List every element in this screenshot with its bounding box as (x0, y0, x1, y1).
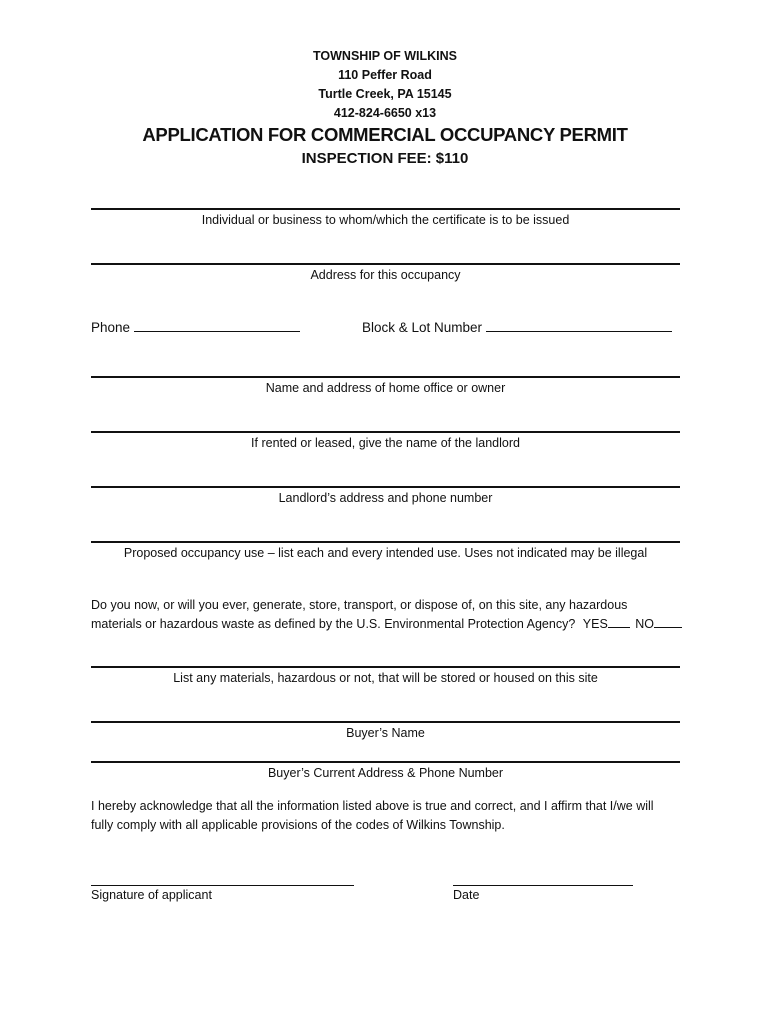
applicant-signature-label: Signature of applicant (91, 888, 212, 902)
applicant-signature-line[interactable] (91, 885, 354, 886)
buyer-address-caption: Buyer’s Current Address & Phone Number (267, 766, 504, 780)
township-header (0, 47, 770, 123)
block-lot-field (362, 319, 672, 335)
address-input-line[interactable] (91, 263, 680, 265)
hazard-question-text: materials or hazardous waste as defined by the U.S. Environmental Protection Agency? (91, 617, 576, 631)
block-lot-input-line[interactable] (486, 319, 672, 332)
landlord-address-input-line[interactable] (91, 486, 680, 488)
hazard-question-line-2 (91, 615, 691, 634)
no-label: NO (635, 617, 655, 631)
use-caption: Proposed occupancy use – list each and every intended use. Uses not indicated may be illegal (123, 546, 648, 560)
page-title: APPLICATION FOR COMMERCIAL OCCUPANCY PERMIT (142, 124, 628, 145)
phone-input-line[interactable] (134, 319, 300, 332)
materials-caption: List any materials, hazardous or not, that will be stored or housed on this site (173, 671, 598, 685)
phone-label: Phone (91, 320, 131, 335)
acknowledgement-line-1: I hereby acknowledge that all the information listed above is true and correct, and I affirm that I/we will (91, 799, 654, 813)
materials-input-line[interactable] (91, 666, 680, 668)
township-name: TOWNSHIP OF WILKINS (313, 49, 457, 63)
landlord-address-caption: Landlord’s address and phone number (278, 491, 493, 505)
landlord-caption: If rented or leased, give the name of the landlord (251, 436, 520, 450)
township-city: Turtle Creek, PA 15145 (318, 87, 452, 101)
date-line[interactable] (453, 885, 633, 886)
hazard-question (91, 596, 691, 634)
township-street: 110 Peffer Road (338, 68, 432, 82)
owner-input-line[interactable] (91, 376, 680, 378)
business-input-line[interactable] (91, 208, 680, 210)
yes-input-line[interactable] (608, 615, 630, 628)
business-caption: Individual or business to whom/which the certificate is to be issued (201, 213, 570, 227)
hazard-question-line-1: Do you now, or will you ever, generate, store, transport, or dispose of, on this site, any hazardous (91, 598, 628, 612)
buyer-address-input-line[interactable] (91, 761, 680, 763)
inspection-fee: INSPECTION FEE: $110 (301, 150, 469, 167)
address-caption: Address for this occupancy (310, 268, 461, 282)
landlord-input-line[interactable] (91, 431, 680, 433)
township-phone: 412-824-6650 x13 (333, 106, 437, 120)
yes-label: YES (582, 617, 608, 631)
acknowledgement (91, 797, 691, 835)
acknowledgement-line-2: fully comply with all applicable provisions of the codes of Wilkins Township. (91, 818, 505, 832)
buyer-name-input-line[interactable] (91, 721, 680, 723)
no-input-line[interactable] (654, 615, 682, 628)
block-lot-label: Block & Lot Number (362, 320, 483, 335)
buyer-name-caption: Buyer’s Name (346, 726, 425, 740)
use-input-line[interactable] (91, 541, 680, 543)
date-label: Date (453, 888, 480, 902)
phone-field (91, 319, 300, 335)
owner-caption: Name and address of home office or owner (265, 381, 506, 395)
